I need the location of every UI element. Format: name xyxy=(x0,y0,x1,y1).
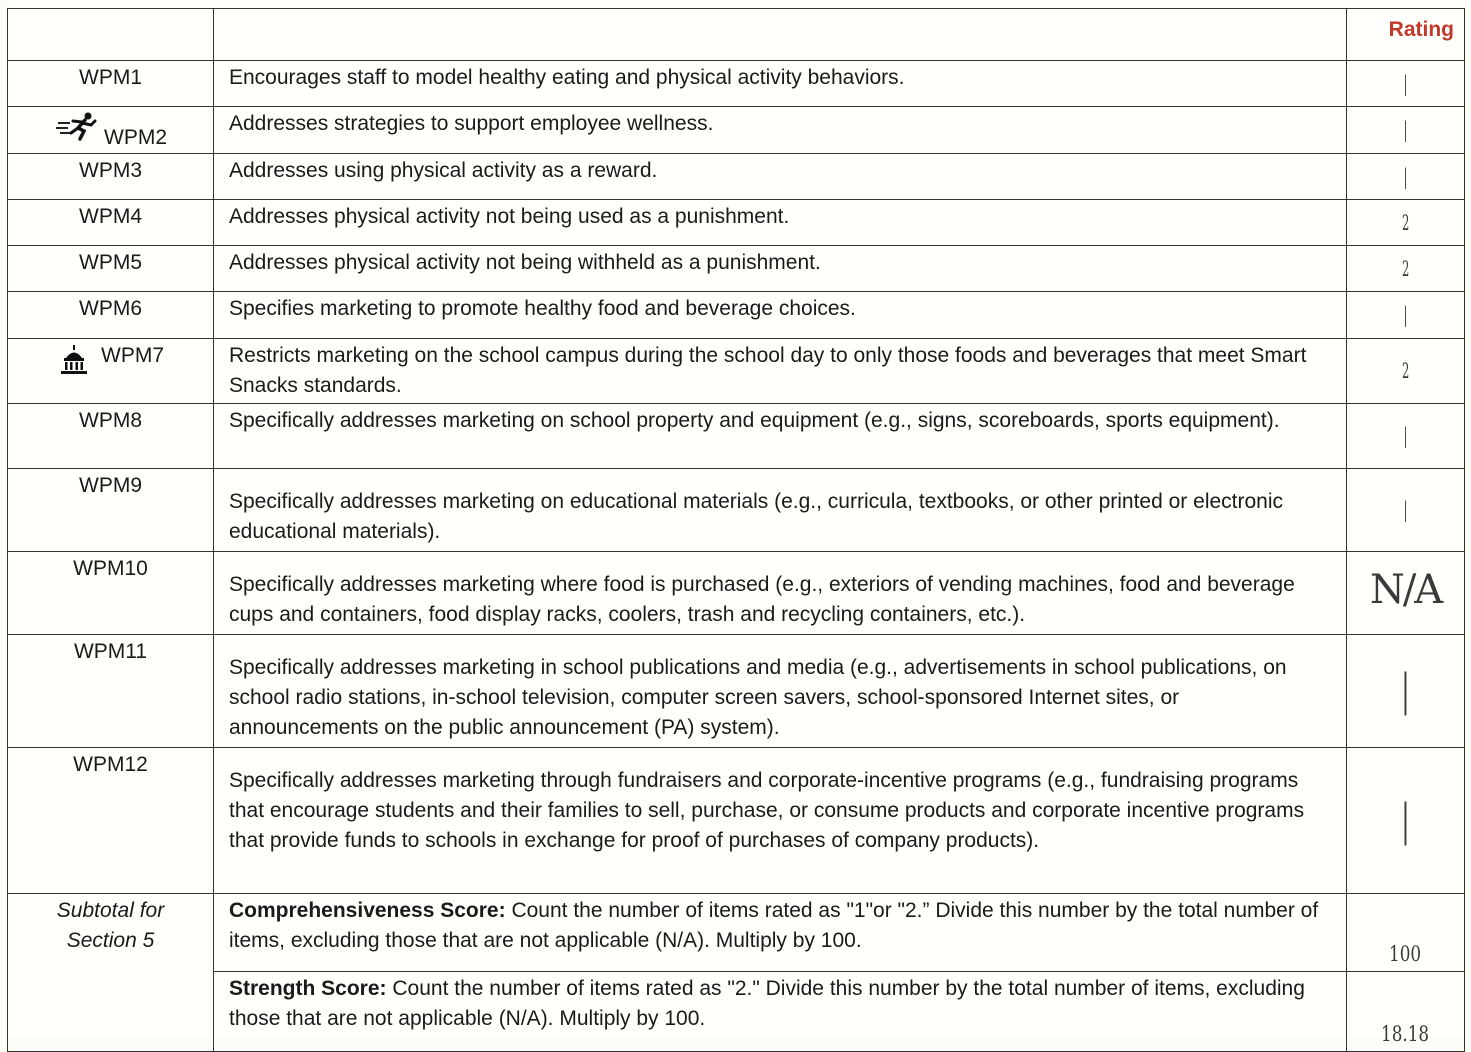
section5-table xyxy=(7,8,1465,1052)
capitol-icon xyxy=(60,345,88,375)
item-id: WPM3 xyxy=(8,154,214,200)
assessment-sheet xyxy=(7,0,1464,1046)
item-rating: | xyxy=(1347,107,1465,154)
table-row xyxy=(8,404,1465,469)
subtotal-row-strength xyxy=(8,972,1465,1052)
item-description: Addresses using physical activity as a reward. xyxy=(214,154,1347,200)
comprehensiveness-score-description xyxy=(214,894,1347,972)
item-id: WPM11 xyxy=(8,635,214,748)
item-description: Restricts marketing on the school campus during the school day to only those foods and beverages that meet Smart Snacks standards. xyxy=(214,339,1347,404)
item-rating: | xyxy=(1347,748,1465,894)
table-row xyxy=(8,292,1465,339)
comprehensiveness-score-text: Count the number of items rated as "1"or "2.” Divide this number by the total number of items, excluding those that are not applicable (N/A). Multiply by 100. xyxy=(229,899,1319,952)
runner-icon xyxy=(56,111,98,141)
table-row xyxy=(8,61,1465,107)
table-row xyxy=(8,748,1465,894)
subtotal-label-line2: Section 5 xyxy=(66,929,155,952)
item-id: WPM7 xyxy=(101,344,164,367)
table-row xyxy=(8,154,1465,200)
item-rating: | xyxy=(1347,635,1465,748)
header-desc-cell xyxy=(214,9,1347,61)
item-description: Addresses strategies to support employee wellness. xyxy=(214,107,1347,154)
table-row xyxy=(8,339,1465,404)
item-id: WPM8 xyxy=(8,404,214,469)
item-rating: 2 xyxy=(1347,339,1465,404)
item-rating: | xyxy=(1347,404,1465,469)
item-rating: | xyxy=(1347,469,1465,552)
header-row xyxy=(8,9,1465,61)
strength-score-title: Strength Score: xyxy=(229,977,387,1000)
strength-score-text: Count the number of items rated as "2." Divide this number by the total number of items, excluding those that are not applicable (N/A). Multiply by 100. xyxy=(229,977,1305,1030)
item-rating: 2 xyxy=(1347,246,1465,292)
item-id-cell xyxy=(8,339,214,404)
item-id-cell xyxy=(8,107,214,154)
rating-column-header: Rating xyxy=(1347,9,1465,61)
strength-score-description xyxy=(214,972,1347,1052)
item-rating: N/A xyxy=(1347,552,1465,635)
item-description: Encourages staff to model healthy eating and physical activity behaviors. xyxy=(214,61,1347,107)
table-row xyxy=(8,200,1465,246)
item-rating: | xyxy=(1347,292,1465,339)
item-description: Specifically addresses marketing where food is purchased (e.g., exteriors of vending machines, food and beverage cups and containers, food display racks, coolers, trash and recycling containers, etc.). xyxy=(214,552,1347,635)
item-description: Specifically addresses marketing in school publications and media (e.g., advertisements in school publications, on school radio stations, in-school television, computer screen savers, school-sponsored Internet sites, or announcements on the public announcement (PA) system). xyxy=(214,635,1347,748)
table-row xyxy=(8,107,1465,154)
item-rating: 2 xyxy=(1347,200,1465,246)
header-id-cell xyxy=(8,9,214,61)
subtotal-row-comprehensiveness xyxy=(8,894,1465,972)
subtotal-label xyxy=(8,894,214,1052)
strength-score-value: 18.18 xyxy=(1347,972,1465,1052)
item-id: WPM10 xyxy=(8,552,214,635)
comprehensiveness-score-value: 100 xyxy=(1347,894,1465,972)
item-id: WPM12 xyxy=(8,748,214,894)
item-id: WPM9 xyxy=(8,469,214,552)
item-description: Specifically addresses marketing through fundraisers and corporate-incentive programs (e.g., fundraising programs that encourage students and their families to sell, purchase, or consume products and corporate incentive programs that provide funds to schools in exchange for proof of purchases of company products). xyxy=(214,748,1347,894)
item-id: WPM6 xyxy=(8,292,214,339)
item-id: WPM5 xyxy=(8,246,214,292)
item-description: Specifically addresses marketing on school property and equipment (e.g., signs, scoreboards, sports equipment). xyxy=(214,404,1347,469)
item-rating: | xyxy=(1347,154,1465,200)
item-description: Addresses physical activity not being used as a punishment. xyxy=(214,200,1347,246)
item-id: WPM4 xyxy=(8,200,214,246)
table-row xyxy=(8,635,1465,748)
item-description: Specifically addresses marketing on educational materials (e.g., curricula, textbooks, or other printed or electronic educational materials). xyxy=(214,469,1347,552)
item-description: Addresses physical activity not being withheld as a punishment. xyxy=(214,246,1347,292)
subtotal-label-line1: Subtotal for xyxy=(56,899,165,922)
item-id: WPM2 xyxy=(104,126,167,149)
comprehensiveness-score-title: Comprehensiveness Score: xyxy=(229,899,506,922)
item-rating: | xyxy=(1347,61,1465,107)
table-row xyxy=(8,469,1465,552)
item-id: WPM1 xyxy=(8,61,214,107)
table-row xyxy=(8,246,1465,292)
item-description: Specifies marketing to promote healthy food and beverage choices. xyxy=(214,292,1347,339)
table-row xyxy=(8,552,1465,635)
